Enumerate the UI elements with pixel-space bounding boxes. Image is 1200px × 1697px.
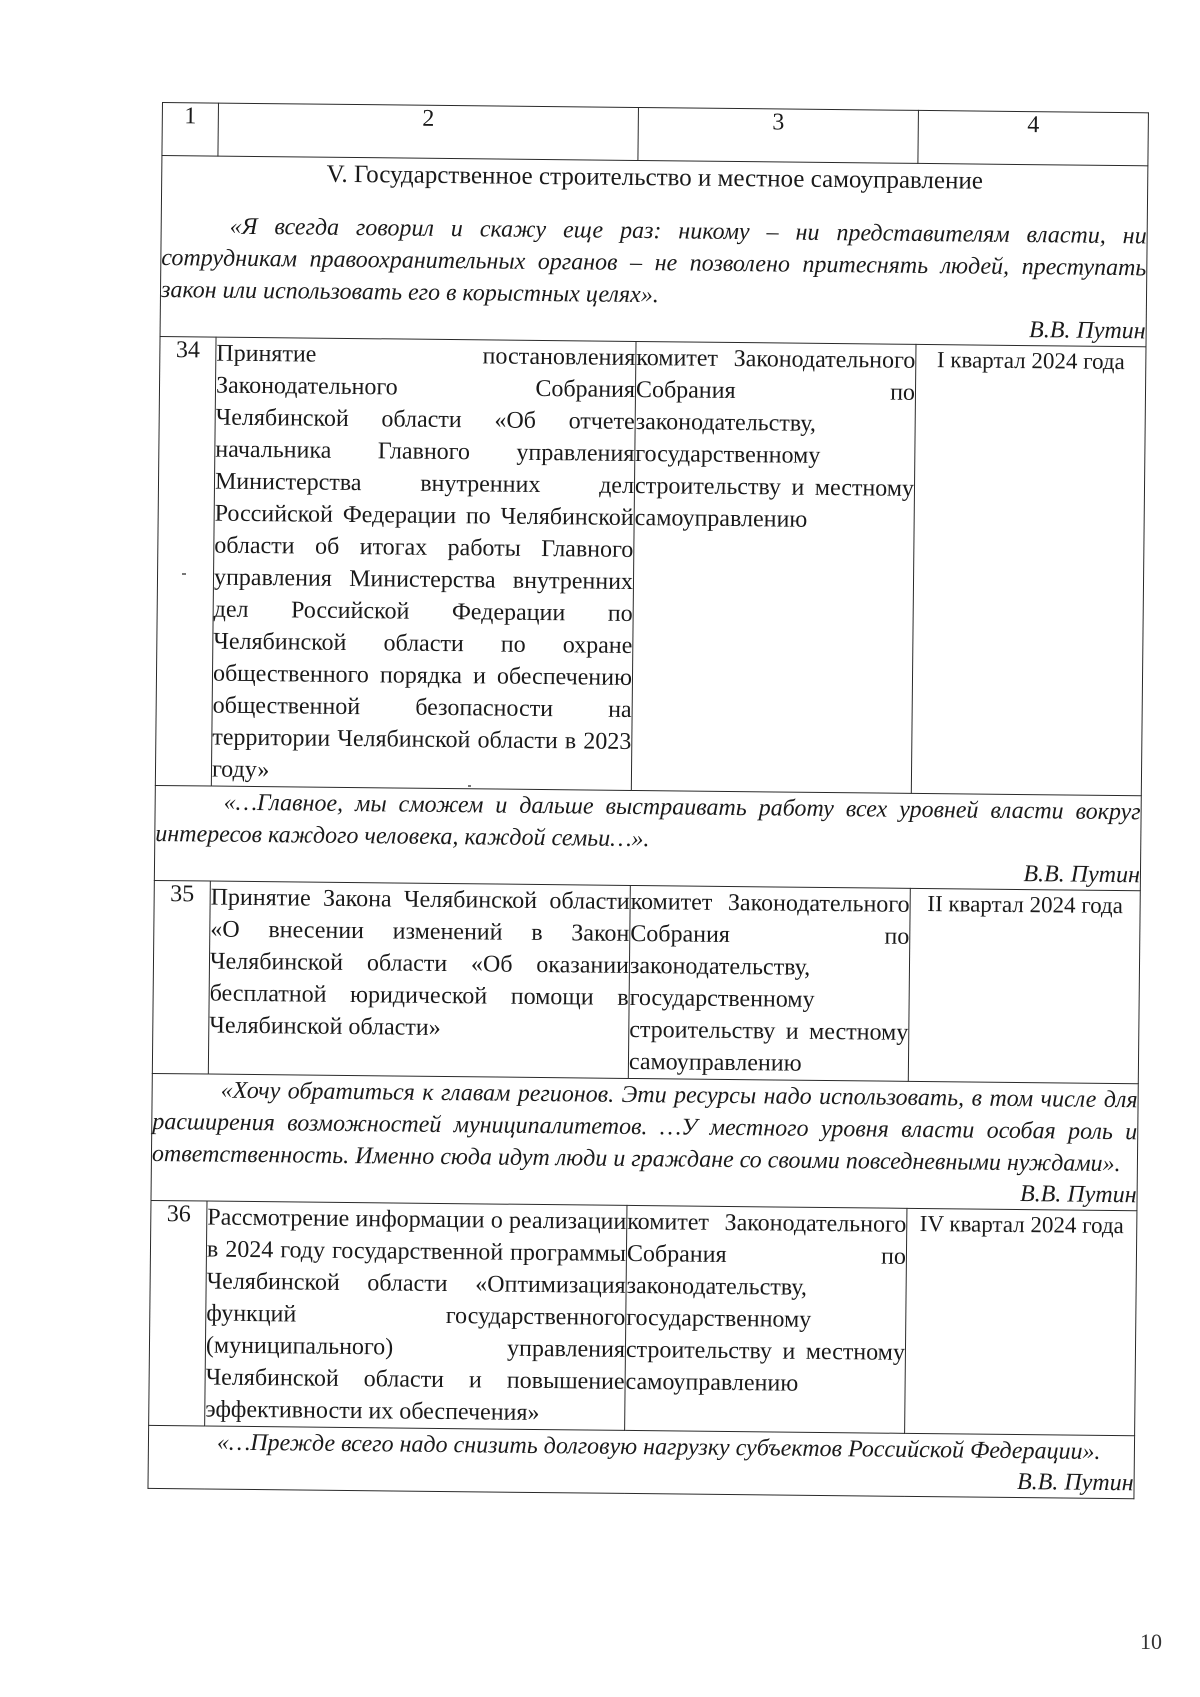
column-header-2: 2 bbox=[218, 103, 639, 160]
row-number: 35 bbox=[152, 880, 210, 1074]
table-row bbox=[155, 336, 1146, 795]
column-header-3: 3 bbox=[638, 107, 919, 163]
quote-cell bbox=[148, 1425, 1135, 1498]
page-number: 10 bbox=[1140, 1629, 1162, 1654]
quote-author: В.В. Путин bbox=[1016, 1469, 1134, 1497]
table-row bbox=[152, 880, 1140, 1083]
row-number: 34 bbox=[155, 336, 216, 786]
deadline: II квартал 2024 года bbox=[908, 888, 1140, 1083]
quote-cell bbox=[154, 785, 1141, 890]
section-quote: «Я всегда говорил и скажу еще раз: никому – ни представителям власти, ни сотрудникам правоохранительных органов – не позволено притеснять людей, преступать закон или использовать его в корыстных целях». bbox=[160, 213, 1147, 309]
quote-author: В.В. Путин bbox=[1028, 317, 1146, 345]
row-quote: «Хочу обратиться к главам регионов. Эти ресурсы надо использовать, в том числе для расширения возможностей муниципалитетов. …У местного уровня власти особая роль и ответственность. Именно сюда идут люди и граждане со своими повседневными нуждами». bbox=[151, 1077, 1138, 1178]
scan-speck bbox=[468, 785, 471, 787]
row-quote: «…Прежде всего надо снизить долговую нагрузку субъектов Российской Федерации». bbox=[216, 1429, 1101, 1465]
deadline: IV квартал 2024 года bbox=[905, 1208, 1137, 1435]
row-quote: «…Главное, мы сможем и дальше выстраивать работу всех уровней власти вокруг интересов каждого человека, каждой семьи…». bbox=[155, 789, 1141, 853]
section-title: V. Государственное строительство и местное самоуправление bbox=[326, 160, 984, 195]
quote-row bbox=[154, 785, 1141, 890]
responsible-committee: комитет Законодательного Собрания по законодательству, государственному строительству и местному самоуправлению bbox=[625, 1205, 907, 1433]
responsible-committee: комитет Законодательного Собрания по законодательству, государственному строительству и местному самоуправлению bbox=[631, 341, 916, 793]
quote-author: В.В. Путин bbox=[1023, 861, 1141, 889]
event-title: Принятие постановления Законодательного Собрания Челябинской области «Об отчете начальника Главного управления Министерства внутренних дел Российской Федерации по Челябинской области об итогах работы Главного управления Министерства внутренних дел Российской Федерации по Челябинской области по охране общественного порядка и обеспечению общественной безопасности на территории Челябинской области в 2023 году» bbox=[211, 337, 636, 790]
row-number: 36 bbox=[149, 1200, 207, 1426]
deadline: I квартал 2024 года bbox=[911, 344, 1146, 795]
column-header-4: 4 bbox=[918, 110, 1149, 165]
section-banner-row bbox=[160, 156, 1148, 347]
quote-row bbox=[151, 1073, 1138, 1210]
quote-row bbox=[148, 1425, 1135, 1498]
event-title: Принятие Закона Челябинской области «О внесении изменений в Закон Челябинской области «Об оказании бесплатной юридической помощи в Челябинской области» bbox=[208, 881, 630, 1078]
event-title: Рассмотрение информации о реализации в 2024 году государственной программы Челябинской области «Оптимизация функций государственного (муниципального) управления Челябинской области и повышение эффективности их обеспечения» bbox=[205, 1201, 627, 1430]
scan-speck bbox=[182, 573, 186, 575]
table-row bbox=[149, 1200, 1137, 1435]
plan-table bbox=[147, 102, 1148, 1499]
plan-sheet bbox=[147, 102, 1147, 1499]
responsible-committee: комитет Законодательного Собрания по законодательству, государственному строительству и местному самоуправлению bbox=[628, 885, 910, 1081]
quote-cell bbox=[151, 1073, 1138, 1210]
quote-author: В.В. Путин bbox=[1019, 1181, 1137, 1209]
section-banner bbox=[160, 156, 1148, 347]
column-header-1: 1 bbox=[162, 103, 219, 157]
